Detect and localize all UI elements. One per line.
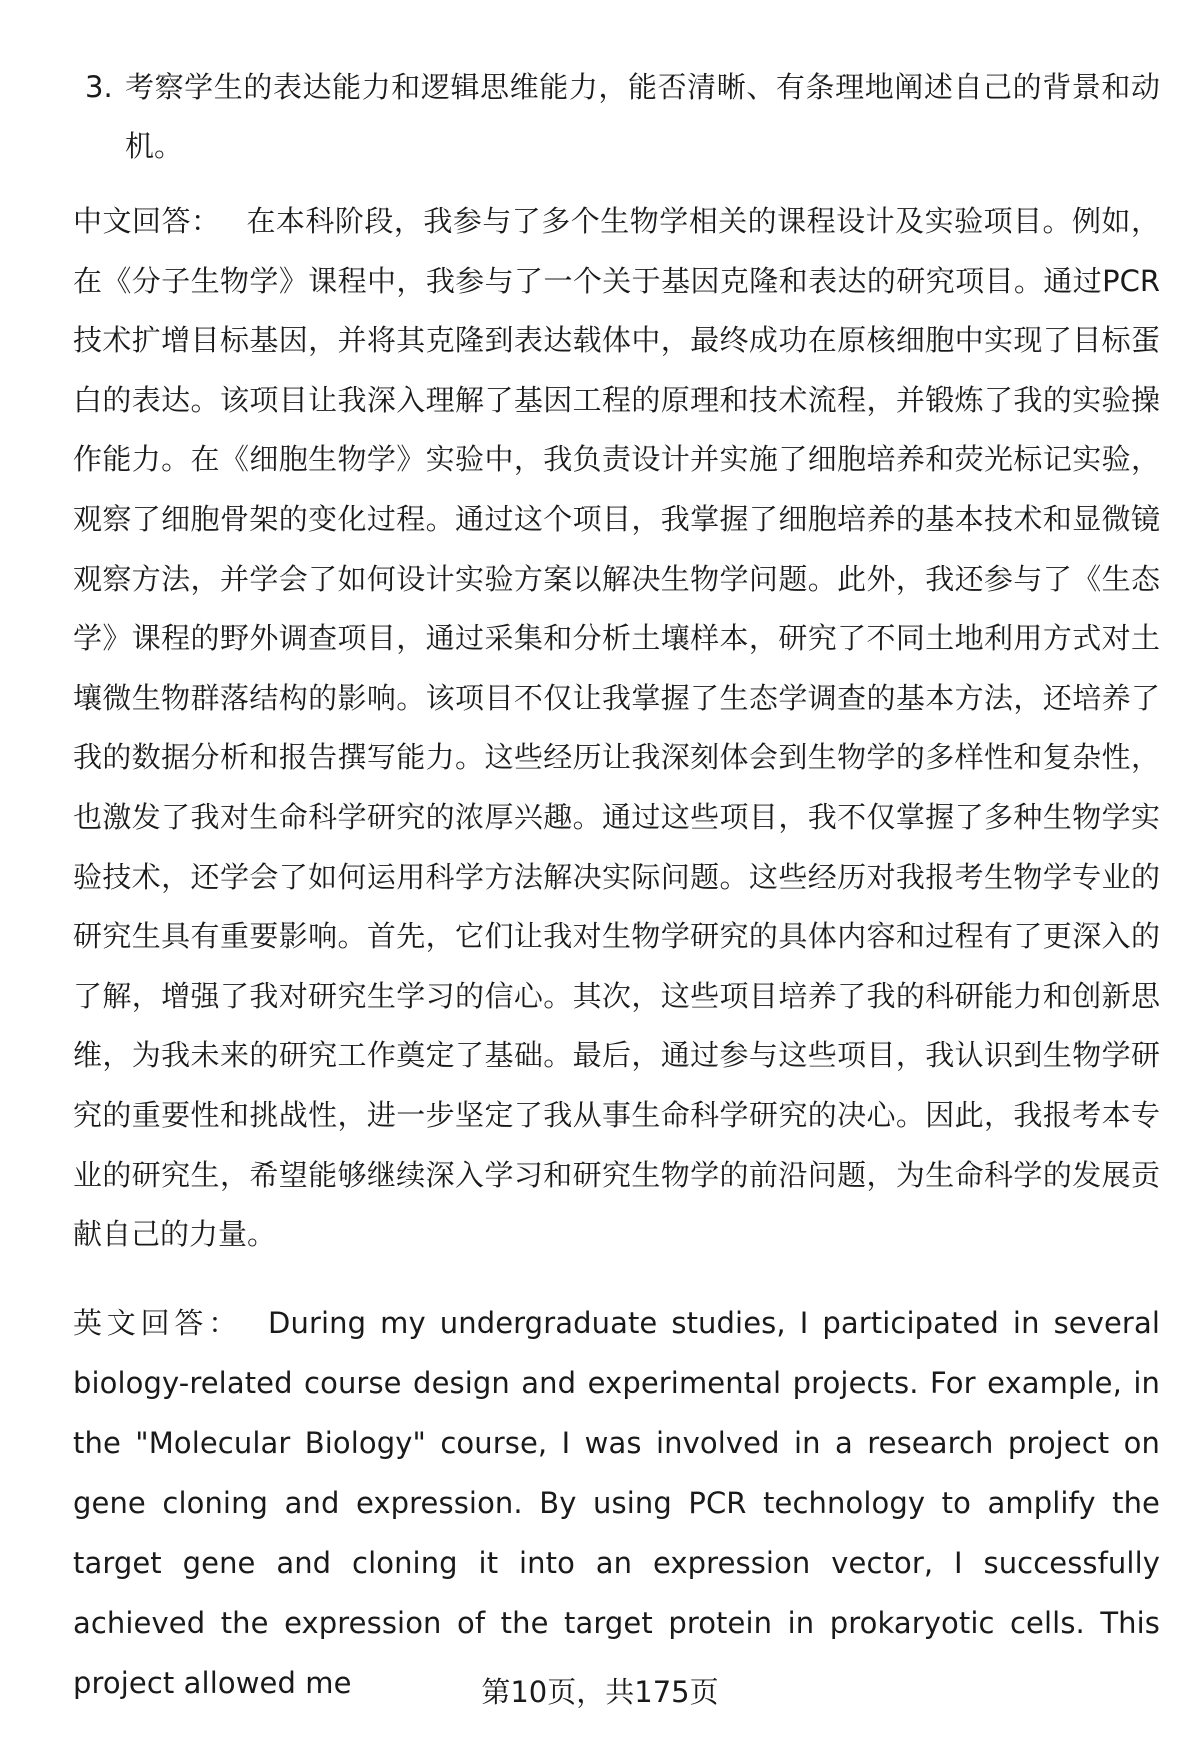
list-item-text: 考察学生的表达能力和逻辑思维能力，能否清晰、有条理地阐述自己的背景和动机。 <box>125 70 1160 163</box>
page-indicator: 第10页，共175页 <box>481 1675 719 1709</box>
list-item-number: 3. <box>85 70 113 104</box>
chinese-answer-label: 中文回答： <box>73 204 221 238</box>
english-answer-label: 英文回答： <box>73 1305 243 1340</box>
english-answer-paragraph <box>73 1293 1160 1713</box>
english-answer-text: During my undergraduate studies, I participated in several biology-related course design and experimental projects. For example, in the "Molecular Biology" course, I was involved in a research project on gene cloning and expression. By using PCR technology to amplify the target gene and cloning it into an expression vector, I successfully achieved the expression of the target protein in prokaryotic cells. This project allowed me <box>73 1305 1160 1700</box>
chinese-answer-text: 在本科阶段，我参与了多个生物学相关的课程设计及实验项目。例如，在《分子生物学》课程中，我参与了一个关于基因克隆和表达的研究项目。通过PCR技术扩增目标基因，并将其克隆到表达载体中，最终成功在原核细胞中实现了目标蛋白的表达。该项目让我深入理解了基因工程的原理和技术流程，并锻炼了我的实验操作能力。在《细胞生物学》实验中，我负责设计并实施了细胞培养和荧光标记实验，观察了细胞骨架的变化过程。通过这个项目，我掌握了细胞培养的基本技术和显微镜观察方法，并学会了如何设计实验方案以解决生物学问题。此外，我还参与了《生态学》课程的野外调查项目，通过采集和分析土壤样本，研究了不同土地利用方式对土壤微生物群落结构的影响。该项目不仅让我掌握了生态学调查的基本方法，还培养了我的数据分析和报告撰写能力。这些经历让我深刻体会到生物学的多样性和复杂性，也激发了我对生命科学研究的浓厚兴趣。通过这些项目，我不仅掌握了多种生物学实验技术，还学会了如何运用科学方法解决实际问题。这些经历对我报考生物学专业的研究生具有重要影响。首先，它们让我对生物学研究的具体内容和过程有了更深入的了解，增强了我对研究生学习的信心。其次，这些项目培养了我的科研能力和创新思维，为我未来的研究工作奠定了基础。最后，通过参与这些项目，我认识到生物学研究的重要性和挑战性，进一步坚定了我从事生命科学研究的决心。因此，我报考本专业的研究生，希望能够继续深入学习和研究生物学的前沿问题，为生命科学的发展贡献自己的力量。 <box>73 204 1160 1252</box>
list-item <box>73 58 1160 176</box>
document-page <box>73 58 1160 1741</box>
chinese-answer-paragraph <box>73 192 1160 1265</box>
